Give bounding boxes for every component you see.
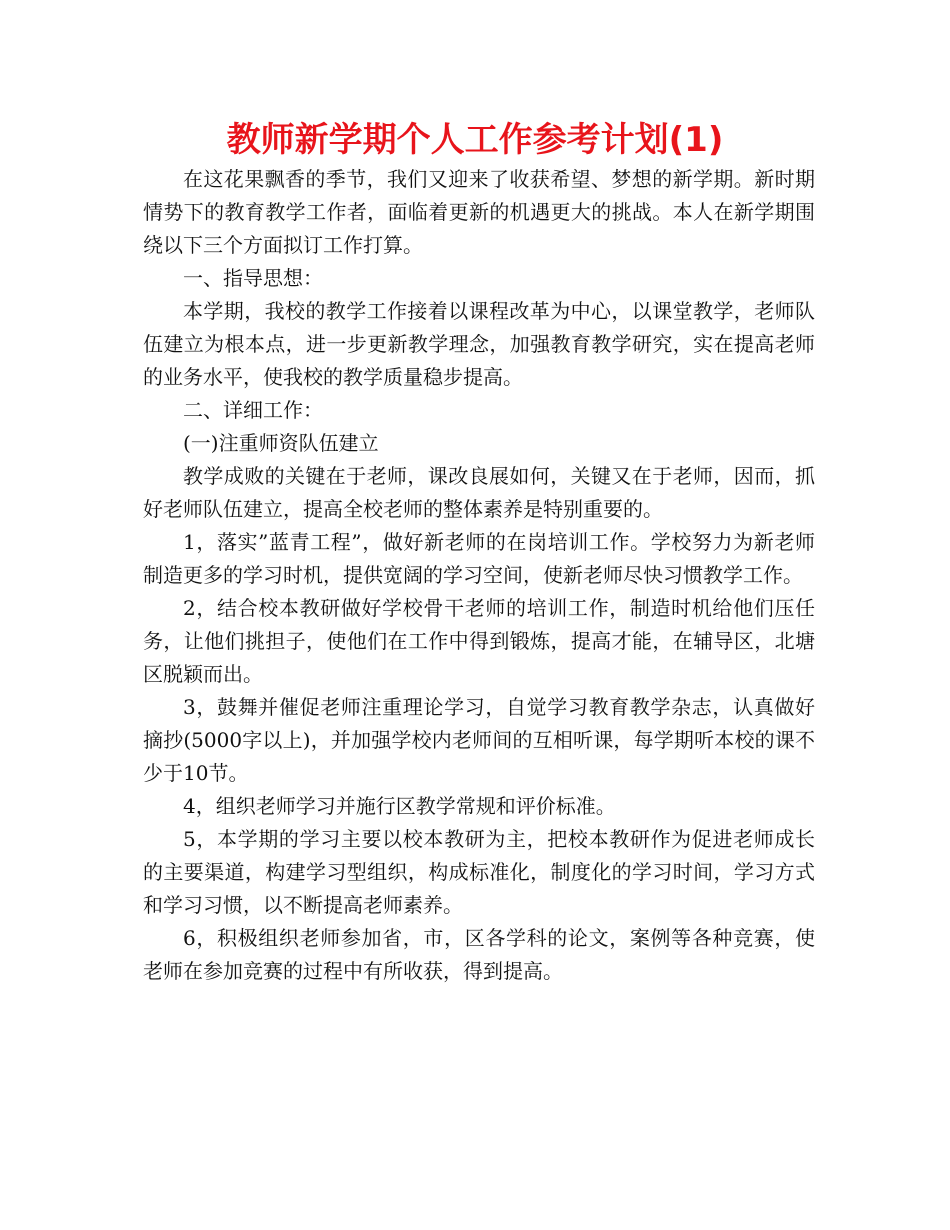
subsection-heading-teacher-team: (一)注重师资队伍建立	[183, 431, 379, 455]
paragraph-guiding-ideas: 本学期，我校的教学工作接着以课程改革为中心，以课堂教学，老师队伍建立为根本点，进一步更新教学理念，加强教育教学研究，实在提高老师的业务水平，使我校的教学质量稳步提高。	[143, 299, 815, 389]
paragraph-intro: 在这花果飘香的季节，我们又迎来了收获希望、梦想的新学期。新时期情势下的教育教学工作者，面临着更新的机遇更大的挑战。本人在新学期围绕以下三个方面拟订工作打算。	[143, 167, 815, 257]
list-item-5: 5，本学期的学习主要以校本教研为主，把校本教研作为促进老师成长的主要渠道，构建学习型组织，构成标准化，制度化的学习时间，学习方式和学习习惯，以不断提高老师素养。	[143, 827, 815, 917]
list-item-1: 1，落实”蓝青工程”，做好新老师的在岗培训工作。学校努力为新老师制造更多的学习时机，提供宽阔的学习空间，使新老师尽快习惯教学工作。	[143, 530, 815, 587]
document-body	[143, 163, 815, 988]
list-item-3: 3，鼓舞并催促老师注重理论学习，自觉学习教育教学杂志，认真做好摘抄(5000字以上)，并加强学校内老师间的互相听课，每学期听本校的课不少于10节。	[143, 695, 815, 785]
document-title: 教师新学期个人工作参考计划(1)	[226, 120, 724, 160]
list-item-4: 4，组织老师学习并施行区教学常规和评价标准。	[183, 794, 616, 818]
paragraph-teacher-team: 教学成败的关键在于老师，课改良展如何，关键又在于老师，因而，抓好老师队伍建立，提高全校老师的整体素养是特别重要的。	[143, 464, 815, 521]
section-heading-guiding-ideas: 一、指导思想：	[183, 266, 323, 290]
section-heading-detailed-work: 二、详细工作：	[183, 398, 323, 422]
list-item-2: 2，结合校本教研做好学校骨干老师的培训工作，制造时机给他们压任务，让他们挑担子，使他们在工作中得到锻炼，提高才能，在辅导区，北塘区脱颖而出。	[143, 596, 815, 686]
list-item-6: 6，积极组织老师参加省，市，区各学科的论文，案例等各种竞赛，使老师在参加竞赛的过程中有所收获，得到提高。	[143, 926, 815, 983]
